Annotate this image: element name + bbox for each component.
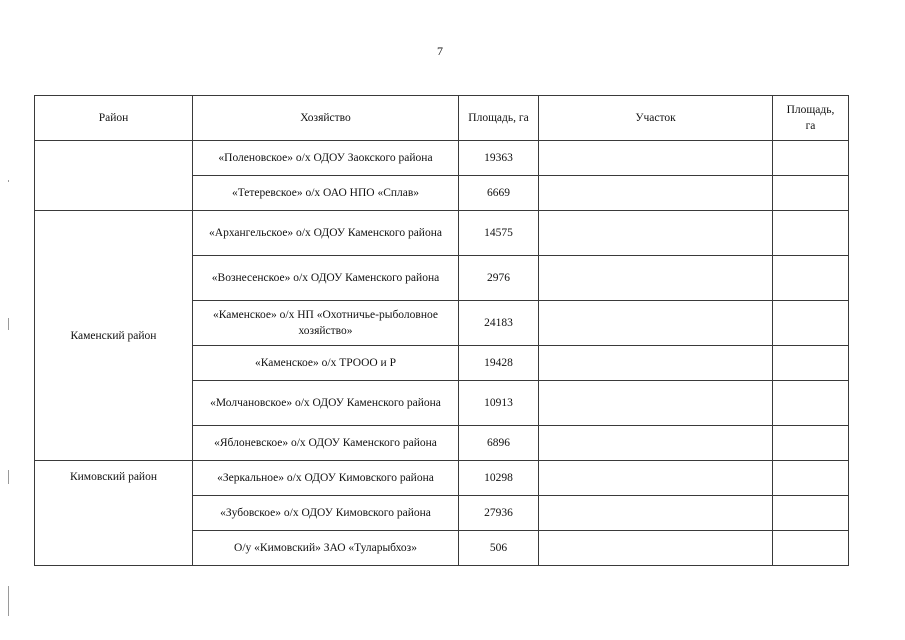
area-cell: 10913 (459, 381, 539, 426)
plot-area-cell (773, 496, 849, 531)
plot-area-cell (773, 426, 849, 461)
farm-cell: «Вознесенское» о/х ОДОУ Каменского района (193, 256, 459, 301)
header-district: Район (35, 96, 193, 141)
plot-cell (539, 346, 773, 381)
plot-area-cell (773, 461, 849, 496)
plot-cell (539, 301, 773, 346)
plot-area-cell (773, 141, 849, 176)
scan-artifact (8, 470, 9, 484)
area-cell: 10298 (459, 461, 539, 496)
hunting-grounds-table (34, 95, 849, 566)
district-cell: Кимовский район (35, 461, 193, 566)
area-cell: 506 (459, 531, 539, 566)
farm-cell: «Каменское» о/х НП «Охотничье-рыболовное хозяйство» (193, 301, 459, 346)
page-number: 7 (437, 44, 443, 58)
plot-area-cell (773, 301, 849, 346)
plot-area-cell (773, 381, 849, 426)
plot-cell (539, 176, 773, 211)
header-area: Площадь, га (459, 96, 539, 141)
scan-artifact (8, 180, 9, 182)
plot-area-cell (773, 211, 849, 256)
farm-cell: «Молчановское» о/х ОДОУ Каменского района (193, 381, 459, 426)
area-cell: 19363 (459, 141, 539, 176)
plot-cell (539, 381, 773, 426)
farm-cell: «Зубовское» о/х ОДОУ Кимовского района (193, 496, 459, 531)
header-plot-area: Площадь, га (773, 96, 849, 141)
district-cell (35, 141, 193, 211)
area-cell: 2976 (459, 256, 539, 301)
farm-cell: «Поленовское» о/х ОДОУ Заокского района (193, 141, 459, 176)
farm-cell: «Каменское» о/х ТРООО и Р (193, 346, 459, 381)
table-header-row (35, 96, 849, 141)
area-cell: 24183 (459, 301, 539, 346)
table-row (35, 461, 849, 496)
farm-cell: «Зеркальное» о/х ОДОУ Кимовского района (193, 461, 459, 496)
plot-cell (539, 531, 773, 566)
area-cell: 19428 (459, 346, 539, 381)
plot-cell (539, 496, 773, 531)
plot-cell (539, 211, 773, 256)
plot-area-cell (773, 531, 849, 566)
plot-area-cell (773, 176, 849, 211)
plot-cell (539, 461, 773, 496)
header-plot: Участок (539, 96, 773, 141)
scan-artifact (8, 586, 9, 616)
plot-cell (539, 141, 773, 176)
area-cell: 6896 (459, 426, 539, 461)
table-row (35, 141, 849, 176)
header-farm: Хозяйство (193, 96, 459, 141)
table-row (35, 211, 849, 256)
farm-cell: «Тетеревское» о/х ОАО НПО «Сплав» (193, 176, 459, 211)
farm-cell: О/у «Кимовский» ЗАО «Туларыбхоз» (193, 531, 459, 566)
area-cell: 27936 (459, 496, 539, 531)
plot-area-cell (773, 256, 849, 301)
plot-area-cell (773, 346, 849, 381)
area-cell: 14575 (459, 211, 539, 256)
district-cell: Каменский район (35, 211, 193, 461)
scan-artifact (8, 318, 9, 330)
plot-cell (539, 256, 773, 301)
plot-cell (539, 426, 773, 461)
farm-cell: «Архангельское» о/х ОДОУ Каменского района (193, 211, 459, 256)
area-cell: 6669 (459, 176, 539, 211)
farm-cell: «Яблоневское» о/х ОДОУ Каменского района (193, 426, 459, 461)
